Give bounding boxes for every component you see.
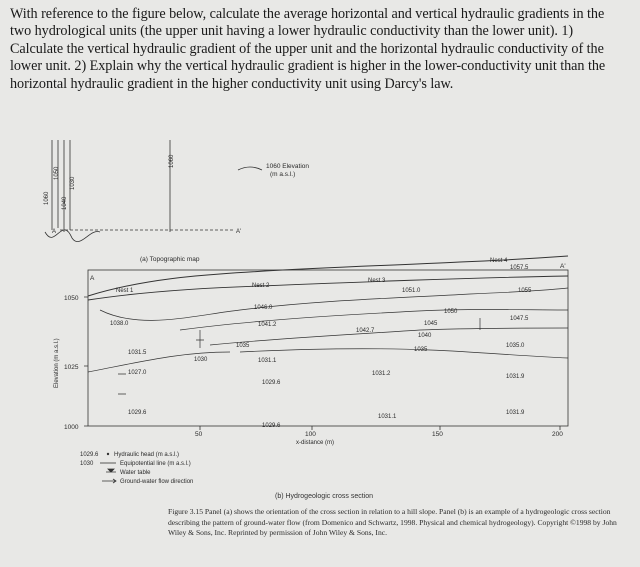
contour-label-1030: 1030 <box>70 176 76 190</box>
head-1046-0: 1046.0 <box>254 305 273 311</box>
head-1029-6-b: 1029.6 <box>262 380 281 386</box>
legend-hydraulic-head: Hydraulic head (m a.s.l.) <box>114 452 180 458</box>
head-1035-0: 1035.0 <box>506 343 525 349</box>
equipotential-1035 <box>240 349 568 358</box>
y-tick-1025: 1025 <box>64 364 79 371</box>
head-1031-9-b: 1031.9 <box>506 410 525 416</box>
panel-a-caption: (a) Topographic map <box>140 256 200 263</box>
equipotential-1030 <box>88 352 230 372</box>
water-table-icon <box>106 469 116 472</box>
contour-label-top: 1060 <box>169 154 175 168</box>
legend-water-table: Water table <box>120 470 151 476</box>
y-axis-label: Elevation (m a.s.l.) <box>54 338 60 388</box>
legend-line-example: 1030 <box>80 461 94 467</box>
head-1051-0: 1051.0 <box>402 288 421 294</box>
x-tick-100: 100 <box>305 431 316 438</box>
head-1027-0: 1027.0 <box>128 370 147 376</box>
map-corner-a-prime: A' <box>236 229 242 235</box>
section-box <box>88 270 568 426</box>
legend-elevation-line2: (m a.s.l.) <box>270 171 296 178</box>
section-lines <box>88 256 568 394</box>
x-tick-200: 200 <box>552 431 563 438</box>
head-1057-5: 1057.5 <box>510 265 529 271</box>
head-1041-2: 1041.2 <box>258 322 277 328</box>
nest-1-label: Nest 1 <box>116 288 134 294</box>
legend-elevation-line1: 1060 Elevation <box>266 163 310 170</box>
cross-section-frame <box>84 270 568 430</box>
legend-head-example: 1029.6 <box>80 452 99 458</box>
equipotential-label-1035-b: 1035 <box>236 343 250 349</box>
contour-label-1050: 1050 <box>54 166 60 180</box>
equipotential-label-1040: 1040 <box>418 333 432 339</box>
map-corner-a: A <box>52 229 57 235</box>
contour-label-1040: 1040 <box>62 196 68 210</box>
contour-lines <box>52 140 70 232</box>
contour-label-1060: 1060 <box>44 191 50 205</box>
legend-line-sample <box>238 167 262 170</box>
legend-flow-direction: Ground-water flow direction <box>120 479 194 485</box>
equipotential-label-1050: 1050 <box>444 309 458 315</box>
equipotential-label-1030: 1030 <box>194 357 208 363</box>
question-text: With reference to the figure below, calculate the average horizontal and vertical hydraulic gradients in the two hydrological units (the upper unit having a lower hydraulic conductivity than the lower unit). 1) Calculate the vertical hydraulic gradient of the upper unit and the horizontal hydraulic conductivity of the lower unit. 2) Explain why the vertical hydraulic gradient is higher in the lower-conductivity unit than the horizontal hydraulic gradient in the higher conductivity unit using Darcy's law. <box>10 6 606 92</box>
head-1031-1-b: 1031.1 <box>378 414 397 420</box>
y-tick-1050: 1050 <box>64 295 79 302</box>
head-1029-6-c: 1029.6 <box>262 423 281 429</box>
flow-arrow-1 <box>196 330 204 348</box>
topographic-map <box>45 140 262 242</box>
nest-4-label: Nest 4 <box>490 258 508 264</box>
y-tick-1000: 1000 <box>64 424 79 431</box>
x-tick-150: 150 <box>432 431 443 438</box>
equipotential-label-1055: 1055 <box>518 288 532 294</box>
head-1031-1: 1031.1 <box>258 358 277 364</box>
section-legend <box>80 452 193 485</box>
head-1029-6-a: 1029.6 <box>128 410 147 416</box>
equipotential-label-1045: 1045 <box>424 321 438 327</box>
head-1047-5: 1047.5 <box>510 316 529 322</box>
y-tick-marks <box>84 297 88 426</box>
figure-caption: Figure 3.15 Panel (a) shows the orientation of the cross section in relation to a hill slope. Panel (b) is an example of a hydrogeologic cross section describing the pattern of ground-water flow (from Domenico and Schwartz, 1998. Physical and chemical hydrogeology). Copyright ©1998 by John Wiley & Sons, Inc. Reprinted by permission of John Wiley & Sons, Inc. <box>168 507 617 538</box>
x-axis-label: x-distance (m) <box>296 440 335 446</box>
head-1042-7: 1042.7 <box>356 328 375 334</box>
legend-equipotential: Equipotential line (m a.s.l.) <box>120 461 191 467</box>
nest-2-label: Nest 2 <box>252 283 270 289</box>
x-tick-50: 50 <box>195 431 203 438</box>
x-tick-marks <box>200 426 560 430</box>
head-1031-5: 1031.5 <box>128 350 147 356</box>
section-corner-a-prime: A' <box>560 263 566 270</box>
head-1031-9: 1031.9 <box>506 374 525 380</box>
legend-head-dot <box>107 453 109 455</box>
equipotential-label-1035-a: 1035 <box>414 347 428 353</box>
head-1031-2: 1031.2 <box>372 371 391 377</box>
panel-b-caption: (b) Hydrogeologic cross section <box>275 493 374 500</box>
head-1038-0: 1038.0 <box>110 321 129 327</box>
flow-ticks-left <box>118 374 126 394</box>
section-corner-a: A <box>90 275 95 282</box>
nest-3-label: Nest 3 <box>368 278 386 284</box>
water-table <box>88 276 568 300</box>
flow-arrow-icon <box>102 479 116 483</box>
